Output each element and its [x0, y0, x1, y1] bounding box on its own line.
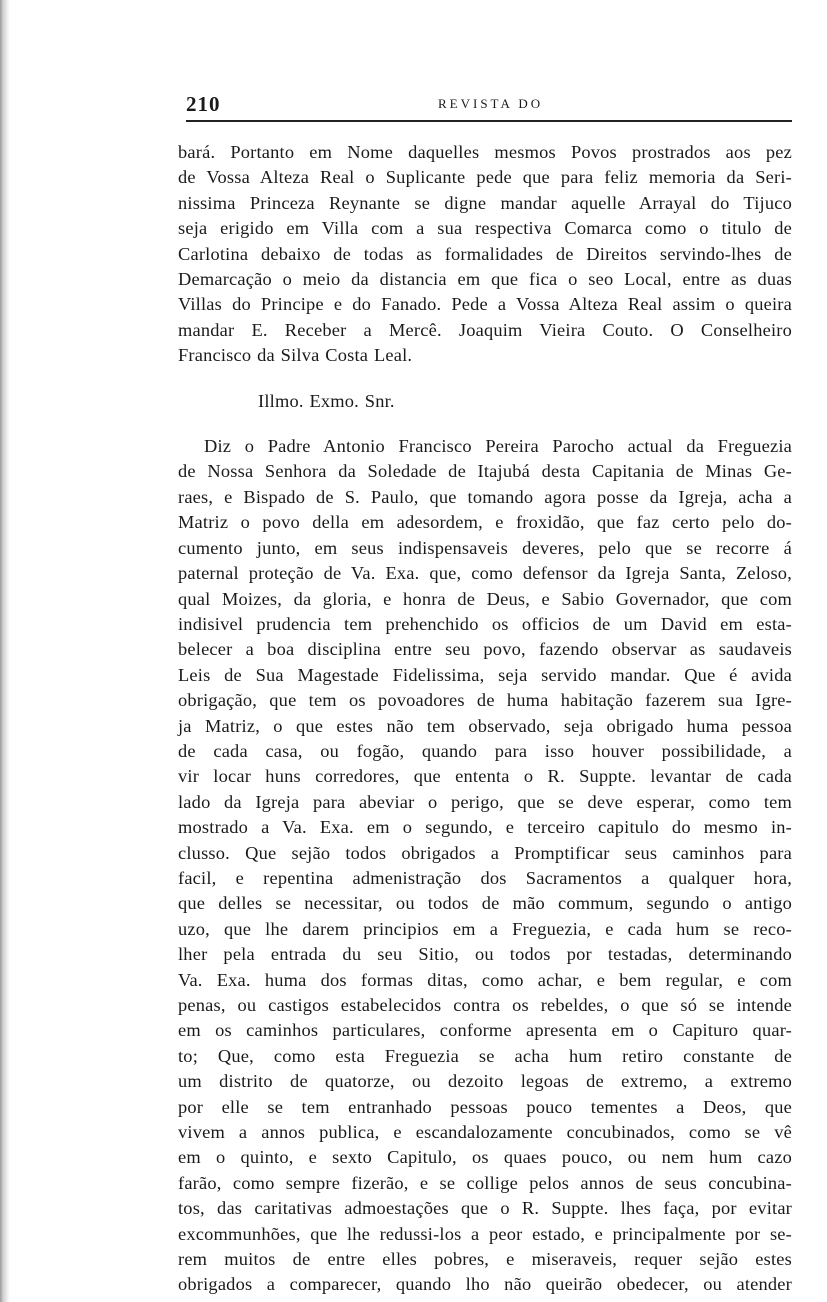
text-line: farão, como sempre fizerão, e se collige pelos annos de seus concubina-	[178, 1172, 792, 1193]
text-line: indisivel prudencia tem prehenchido os officios de um David em esta-	[178, 613, 792, 634]
salutation: Illmo. Exmo. Snr.	[258, 390, 395, 411]
text-line: em os caminhos particulares, conforme apresenta em o Capituro quar-	[178, 1020, 792, 1041]
text-line: de Nossa Senhora da Soledade de Itajubá desta Capitania de Minas Ge-	[178, 461, 792, 482]
text-line: seja erigido em Villa com a sua respectiva Comarca como o titulo de	[178, 218, 792, 239]
paragraph-petition-end	[178, 140, 792, 369]
text-line: de Vossa Alteza Real o Suplicante pede que para feliz memoria da Seri-	[178, 167, 792, 188]
text-line: obrigação, que tem os povoadores de huma habitação fazerem sua Igre-	[178, 690, 792, 711]
text-line: Matriz o povo della em adesordem, e froxidão, que faz certo pelo do-	[178, 512, 792, 533]
journal-title: REVISTA DO	[438, 96, 544, 111]
text-line: Villas do Principe e do Fanado. Pede a Vossa Alteza Real assim o queira	[178, 294, 792, 315]
text-line: Carlotina debaixo de todas as formalidades de Direitos servindo-lhes de	[178, 243, 792, 264]
text-line: mandar E. Receber a Mercê. Joaquim Vieira Couto. O Conselheiro	[178, 319, 792, 340]
text-line: qual Moizes, da gloria, e honra de Deus, e Sabio Governador, que com	[178, 588, 792, 609]
page-number: 210	[186, 92, 221, 116]
text-line: belecer a boa disciplina entre seu povo, fazendo observar as saudaveis	[178, 639, 792, 660]
paragraph-parish-petition	[178, 434, 792, 1298]
text-line: tos, das caritativas admoestações que o R. Suppte. lhes faça, por evitar	[178, 1198, 792, 1219]
text-line: facil, e repentina admenistração dos Sacramentos a qualquer hora,	[178, 867, 792, 888]
text-line: lher pela entrada du seu Sitio, ou todos por testadas, determinando	[178, 944, 792, 965]
text-line: Va. Exa. huma dos formas ditas, como achar, e bem regular, e com	[178, 969, 792, 990]
text-line: Demarcação o meio da distancia em que fica o seo Local, entre as duas	[178, 269, 792, 290]
text-line: Francisco da Silva Costa Leal.	[178, 345, 413, 366]
text-line: uzo, que lhe darem principios em a Freguezia, e cada hum se reco-	[178, 918, 792, 939]
text-line: bará. Portanto em Nome daquelles mesmos Povos prostrados aos pez	[178, 142, 792, 162]
text-line: ja Matriz, o que estes não tem observado, seja obrigado huma pessoa	[178, 715, 792, 736]
body-text	[178, 140, 792, 1298]
text-line: raes, e Bispado de S. Paulo, que tomando agora posse da Igreja, acha a	[178, 486, 792, 507]
text-line: que delles se necessitar, ou todos de mão commum, segundo o antigo	[178, 893, 792, 914]
text-line: vir locar huns corredores, que ententa o R. Suppte. levantar de cada	[178, 766, 792, 787]
text-line: em o quinto, e sexto Capitulo, os quaes pouco, ou nem hum cazo	[178, 1147, 792, 1168]
text-line: obrigados a comparecer, quando lho não queirão obedecer, ou atender	[178, 1274, 792, 1295]
text-line: vivem a annos publica, e escandalozamente concubinados, como se vê	[178, 1122, 792, 1143]
text-line: excommunhões, que lhe redussi-los a peor estado, e principalmente por se-	[178, 1223, 792, 1244]
text-line: clusso. Que sejão todos obrigados a Promptificar seus caminhos para	[178, 842, 792, 863]
text-line: por elle se tem entranhado pessoas pouco tementes a Deos, que	[178, 1096, 792, 1117]
text-line: mostrado a Va. Exa. em o segundo, e terceiro capitulo do mesmo in-	[178, 817, 792, 838]
header-rule	[186, 120, 792, 122]
text-line: penas, ou castigos estabelecidos contra os rebeldes, o que só se intende	[178, 995, 792, 1015]
text-line: lado da Igreja para abeviar o perigo, que se deve esperar, como tem	[178, 791, 792, 812]
text-line: um distrito de quatorze, ou dezoito legoas de extremo, a extremo	[178, 1071, 792, 1092]
text-line: Leis de Sua Magestade Fidelissima, seja servido mandar. Que é avida	[178, 664, 792, 685]
text-line: nissima Princeza Reynante se digne mandar aquelle Arrayal do Tijuco	[178, 192, 792, 213]
text-line: paternal proteção de Va. Exa. que, como defensor da Igreja Santa, Zeloso,	[178, 563, 792, 584]
text-line: Diz o Padre Antonio Francisco Pereira Parocho actual da Freguezia	[204, 436, 792, 457]
text-line: to; Que, como esta Freguezia se acha hum retiro constante de	[178, 1045, 792, 1066]
text-line: de cada casa, ou fogão, quando para isso houver possibilidade, a	[178, 740, 792, 761]
text-line: rem muitos de entre elles pobres, e miseraveis, requer sejão estes	[178, 1249, 792, 1270]
text-line: cumento junto, em seus indispensaveis deveres, pelo que se recorre á	[178, 537, 792, 558]
running-head	[186, 92, 792, 116]
